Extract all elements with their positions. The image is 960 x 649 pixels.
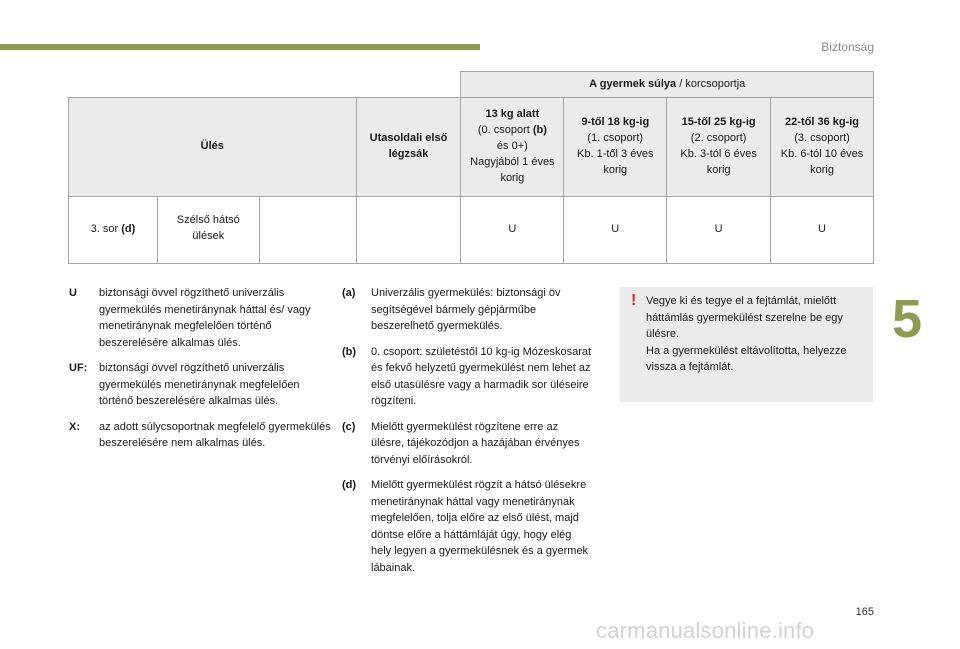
weight-column-3: 22-től 36 kg-ig (3. csoport) Kb. 6-tól 10 éves korig — [771, 98, 874, 197]
legend-item: X: az adott súlycsoportnak megfelelő gyermekülés beszerelésére nem alkalmas ülés. — [69, 420, 331, 449]
weight-group-header: A gyermek súlya / korcsoportja — [461, 72, 874, 98]
exclamation-icon: ! — [631, 292, 637, 309]
warning-text-1: Vegye ki és tegye el a fejtámlát, mielőtt háttámlás gyermekülést szerelne be egy ülésre. — [646, 295, 843, 340]
watermark: carmanualsonline.info — [596, 618, 815, 643]
row-seat: Szélső hátsó ülések — [157, 197, 259, 264]
note-item: (d) Mielőtt gyermekülést rögzít a hátsó ülésekre menetiránynak háttal vagy menetiránynak megfelelően, tolja előre az első ülést, majd döntse előre a háttámláját úgy, hogy elég hely legyen a gyermekülésnek és a gyermek lábainak. — [342, 479, 589, 574]
row-value-2: U — [667, 197, 771, 264]
legend-item: UF: biztonsági övvel rögzíthető univerzális gyermekülés menetiránynak megfelelően történő beszerelésére alkalmas ülés. — [69, 362, 300, 407]
row-value-3: U — [771, 197, 874, 264]
header-accent-bar — [0, 44, 480, 50]
weight-column-2: 15-től 25 kg-ig (2. csoport) Kb. 3-tól 6 éves korig — [667, 98, 771, 197]
chapter-number: 5 — [892, 289, 923, 349]
row-label: 3. sor (d) — [69, 197, 158, 264]
page-number: 165 — [855, 606, 874, 618]
legend-column — [69, 285, 331, 461]
weight-column-0: 13 kg alatt (0. csoport (b) és 0+) Nagyjából 1 éves korig — [461, 98, 564, 197]
row-value-1: U — [564, 197, 667, 264]
row-airbag-cell — [356, 197, 461, 264]
table-row — [69, 197, 874, 264]
weight-column-1: 9-től 18 kg-ig (1. csoport) Kb. 1-től 3 éves korig — [564, 98, 667, 197]
warning-box — [620, 287, 873, 402]
row-value-0: U — [461, 197, 564, 264]
note-item: (c) Mielőtt gyermekülést rögzítene erre az ülésre, tájékozódjon a hazájában érvényes törvényi előírásokról. — [342, 420, 580, 466]
seat-column-header: Ülés — [69, 98, 357, 197]
section-title: Biztonság — [821, 40, 874, 54]
table-blank-corner — [69, 72, 461, 98]
legend-item: U biztonsági övvel rögzíthető univerzális gyermekülés menetiránynak háttal és/ vagy menetiránynak megfelelően történő beszerelésére alkalmas ülés. — [69, 287, 311, 349]
child-seat-table — [68, 71, 874, 264]
notes-column — [342, 285, 592, 585]
airbag-column-header: Utasoldali első légzsák — [356, 98, 461, 197]
note-item: (a) Univerzális gyermekülés: biztonsági öv segítségével bármely gépjárműbe beszerelhető gyermekülés. — [342, 287, 561, 332]
warning-text-2: Ha a gyermekülést eltávolította, helyezze vissza a fejtámlát. — [646, 344, 847, 373]
note-item: (b) 0. csoport: születéstől 10 kg-ig Mózeskosarat és fekvő helyzetű gyermekülést nem lehet az első utasülésre vagy a harmadik sor üléseire rögzíteni. — [342, 345, 592, 407]
row-empty-cell — [259, 197, 356, 264]
